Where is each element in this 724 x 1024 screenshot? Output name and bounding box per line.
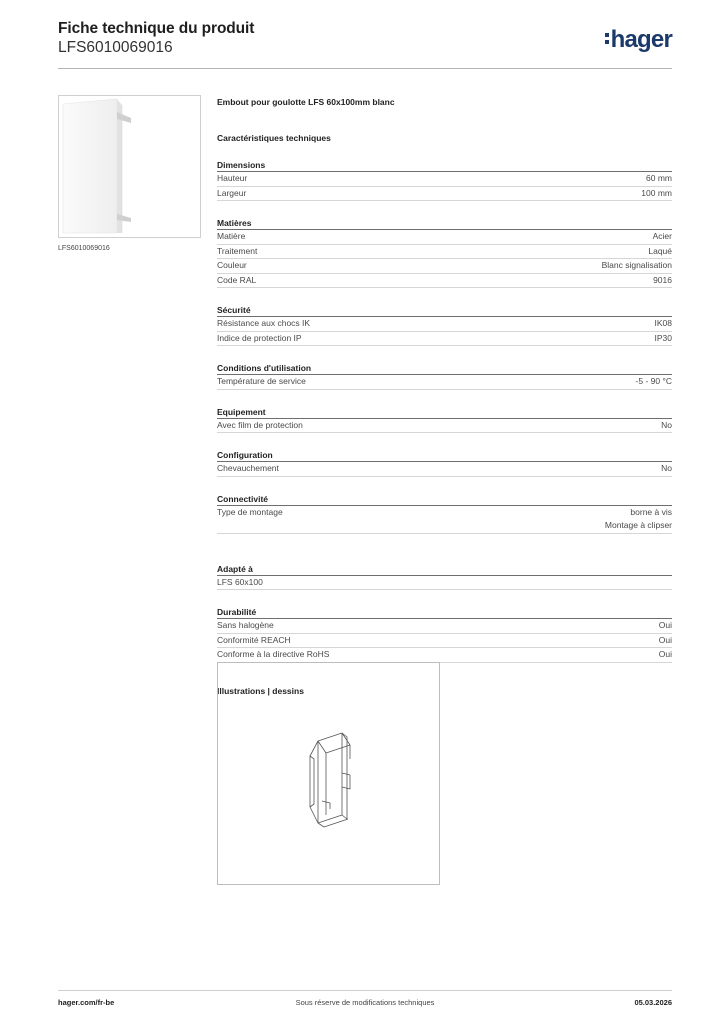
spec-row <box>217 375 672 390</box>
product-name: Embout pour goulotte LFS 60x100mm blanc <box>217 97 395 107</box>
spec-content <box>217 97 672 696</box>
footer-notice: Sous réserve de modifications techniques <box>295 998 435 1007</box>
spec-value <box>653 230 672 244</box>
spec-value-line: IP30 <box>654 332 672 343</box>
spec-value-line: 100 mm <box>641 187 672 198</box>
spec-value <box>646 172 672 186</box>
spec-row <box>217 172 672 187</box>
spec-value <box>641 187 672 201</box>
spec-value <box>659 648 672 662</box>
end-cap-photo-icon <box>59 96 200 237</box>
section-title: Connectivité <box>217 494 672 506</box>
end-cap-drawing-icon <box>218 663 439 884</box>
spec-row <box>217 506 672 534</box>
spec-label: Traitement <box>217 245 258 256</box>
header-divider <box>58 68 672 69</box>
spec-section <box>217 450 672 477</box>
section-title: Adapté à <box>217 564 672 576</box>
spec-sections <box>217 160 672 663</box>
spec-value <box>661 419 672 433</box>
spec-section <box>217 607 672 663</box>
photo-caption: LFS6010069016 <box>58 245 110 252</box>
spec-value-line: IK08 <box>654 318 672 328</box>
spec-row <box>217 634 672 649</box>
section-title: Sécurité <box>217 305 672 317</box>
spec-section <box>217 305 672 346</box>
spec-value-line: Montage à clipser <box>604 520 672 530</box>
spec-label: Avec film de protection <box>217 419 303 430</box>
spec-row <box>217 317 672 332</box>
section-title: Dimensions <box>217 160 672 172</box>
spec-row <box>217 648 672 663</box>
spec-label: Conforme à la directive RoHS <box>217 649 330 659</box>
page-header <box>58 20 672 68</box>
logo-colon-icon <box>605 32 610 46</box>
spec-label: Résistance aux chocs IK <box>217 318 311 328</box>
spec-value <box>605 506 672 533</box>
illustrations-heading: Illustrations | dessins <box>217 685 304 696</box>
spec-value <box>655 332 673 346</box>
spec-row <box>217 462 672 477</box>
spec-row <box>217 187 672 202</box>
spec-section <box>217 218 672 288</box>
spec-value <box>636 375 672 389</box>
spec-label: Largeur <box>217 187 247 198</box>
spec-value-line: No <box>661 463 672 473</box>
spec-label: Hauteur <box>217 173 248 183</box>
spec-value <box>602 259 672 273</box>
spec-value-line: 60 mm <box>646 173 672 183</box>
spec-label: LFS 60x100 <box>217 576 263 587</box>
spec-label: Indice de protection IP <box>217 332 302 343</box>
product-reference: LFS6010069016 <box>58 39 173 56</box>
spec-value <box>648 245 672 259</box>
spec-section <box>217 363 672 390</box>
spec-row <box>217 419 672 434</box>
characteristics-heading: Caractéristiques techniques <box>217 133 331 143</box>
spec-label: Chevauchement <box>217 463 279 473</box>
spec-row <box>217 230 672 245</box>
product-photo <box>58 95 201 238</box>
spec-value-line: borne à vis <box>630 506 672 517</box>
spec-value-line: Oui <box>658 649 672 659</box>
spec-value <box>659 619 672 633</box>
spec-label: Conformité REACH <box>217 634 291 645</box>
spec-label: Couleur <box>217 260 247 270</box>
spec-section <box>217 494 672 534</box>
spec-value-line: Oui <box>658 620 672 630</box>
section-title: Equipement <box>217 407 672 419</box>
spec-value <box>661 462 672 476</box>
section-title: Matières <box>217 218 672 230</box>
spec-label: Sans halogène <box>217 620 274 630</box>
spec-value-line: 9016 <box>653 274 672 285</box>
spec-label: Température de service <box>217 376 306 386</box>
document-title: Fiche technique du produit <box>58 20 255 37</box>
spec-row <box>217 259 672 274</box>
spec-value <box>659 634 672 648</box>
logo-text: hager <box>610 26 672 53</box>
spec-value <box>653 274 672 288</box>
spec-row <box>217 274 672 289</box>
spec-label: Matière <box>217 231 246 241</box>
spec-value-line: Blanc signalisation <box>601 260 672 270</box>
spec-row <box>217 619 672 634</box>
spec-section <box>217 564 672 591</box>
spec-section <box>217 160 672 201</box>
section-title: Configuration <box>217 450 672 462</box>
spec-value-line: -5 - 90 °C <box>635 376 672 386</box>
footer-divider <box>58 990 672 991</box>
spec-label: Type de montage <box>217 506 283 517</box>
spec-section <box>217 407 672 434</box>
hager-logo[interactable] <box>605 26 672 54</box>
spec-value-line: Laqué <box>648 245 672 256</box>
section-title: Conditions d'utilisation <box>217 363 672 375</box>
spec-row <box>217 332 672 347</box>
spec-value <box>655 317 673 331</box>
spec-value-line: Acier <box>652 231 672 241</box>
spec-value-line: No <box>661 419 672 430</box>
spec-label: Code RAL <box>217 274 257 285</box>
footer-date: 05.03.2026 <box>634 998 672 1007</box>
technical-drawing <box>217 662 440 885</box>
spec-row <box>217 576 672 591</box>
spec-row <box>217 245 672 260</box>
spec-value-line: Oui <box>658 634 672 645</box>
website-link[interactable]: hager.com/fr-be <box>58 998 115 1007</box>
section-title: Durabilité <box>217 607 672 619</box>
